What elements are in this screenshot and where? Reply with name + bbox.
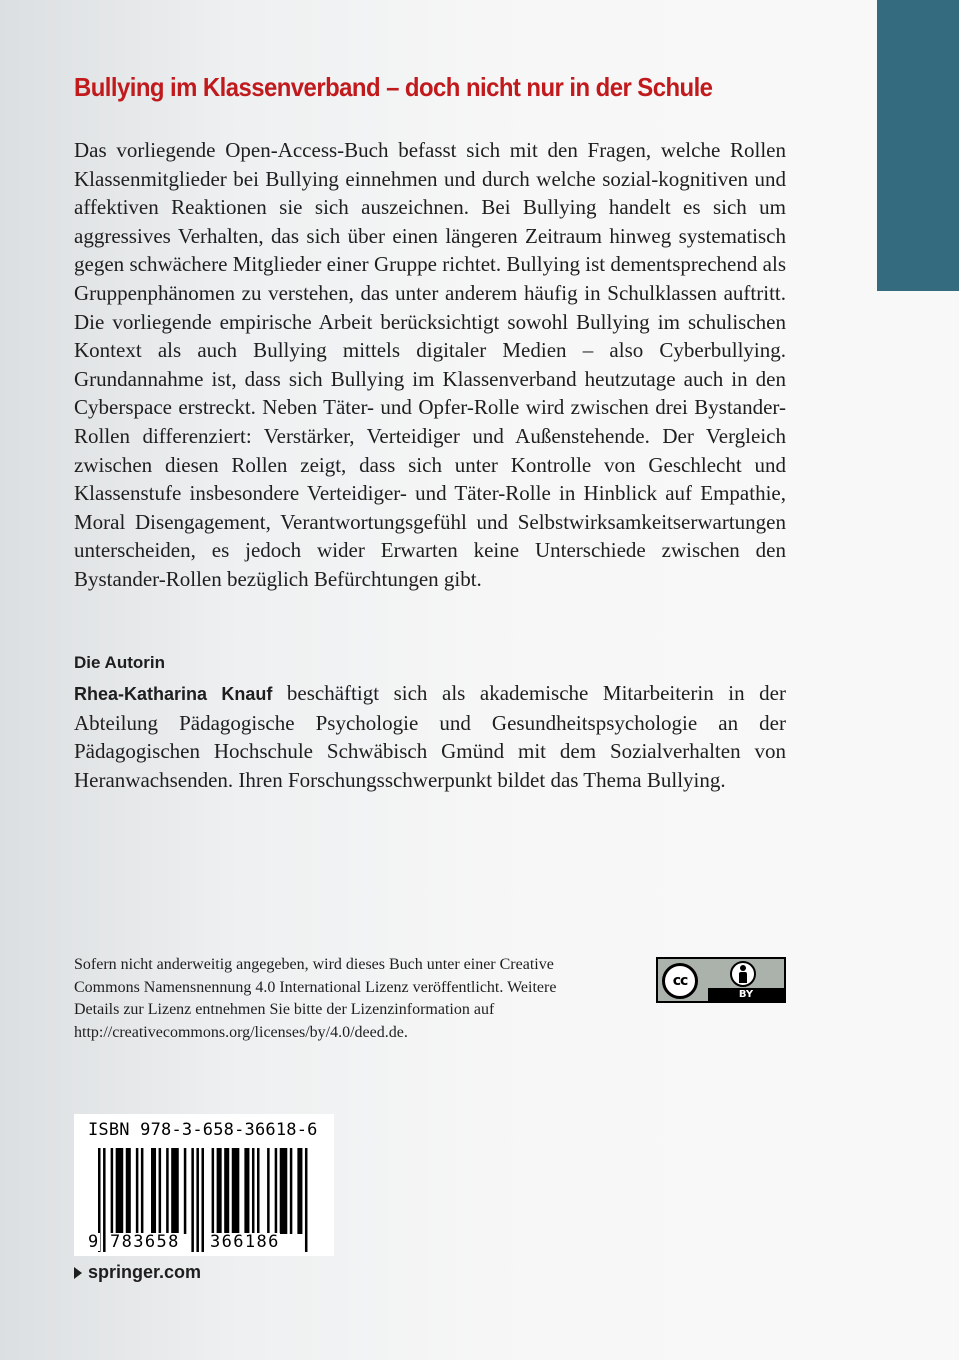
attribution-person-icon bbox=[730, 961, 756, 987]
author-bio-text: beschäftigt sich als akademische Mitarbeiterin in der Abteilung Pädagogische Psychologie und Gesundheitspsychologie an der Pädagogischen Hochschule Schwäbisch Gmünd mit dem Sozialverhalten von Heranwachsenden. Ihren Forschungsschwerpunkt bildet das Thema Bullying. bbox=[74, 681, 786, 792]
barcode-digit-first: 9 bbox=[88, 1232, 100, 1252]
barcode-bar bbox=[191, 1148, 194, 1252]
isbn-barcode-box bbox=[74, 1114, 334, 1256]
barcode-bar bbox=[290, 1148, 293, 1234]
barcode-bar bbox=[201, 1148, 204, 1252]
barcode-bar bbox=[267, 1148, 270, 1234]
arrow-right-icon bbox=[74, 1267, 82, 1279]
barcode-bar bbox=[232, 1148, 240, 1234]
author-heading: Die Autorin bbox=[74, 653, 165, 672]
barcode-bar bbox=[257, 1148, 260, 1234]
isbn-label: ISBN 978-3-658-36618-6 bbox=[88, 1120, 318, 1140]
book-title: Bullying im Klassenverband – doch nicht nur in der Schule bbox=[74, 72, 713, 102]
by-strip bbox=[708, 988, 784, 1001]
barcode-bar bbox=[103, 1148, 106, 1252]
barcode-digits-right: 366186 bbox=[210, 1232, 280, 1252]
barcode-bar bbox=[252, 1148, 255, 1234]
barcode-bar bbox=[98, 1148, 101, 1252]
barcode-bar bbox=[184, 1148, 187, 1234]
by-label: BY bbox=[738, 989, 754, 1000]
barcode-bar bbox=[116, 1148, 124, 1234]
teal-accent-bar bbox=[877, 0, 959, 291]
barcode-bar bbox=[297, 1148, 302, 1234]
abstract-text: Das vorliegende Open-Access-Buch befasst sich mit den Fragen, welche Rollen Klassenmitglieder bei Bullying einnehmen und durch welche sozial-kognitiven und affektiven Reaktionen sie sich auszeichnen. Bei Bullying handelt es sich um aggressives Verhalten, das sich über einen längeren Zeitraum hinweg systematisch gegen schwächere Mitglieder einer Gruppe richtet. Bullying ist dementsprechend als Gruppenphänomen zu verstehen, das unter anderem häufig in Schulklassen auftritt. Die vorliegende empirische Arbeit berücksichtigt sowohl Bullying im schulischen Kontext als auch Bullying mittels digitaler Medien – also Cyberbullying. Grundannahme ist, dass sich Bullying im Klassenverband heutzutage auch in den Cyberspace erstreckt. Neben Täter- und Opfer-Rolle wird zwischen drei Bystander-Rollen differenziert: Verstärker, Verteidiger und Außenstehende. Der Vergleich zwischen diesen Rollen zeigt, dass sich unter Kontrolle von Geschlecht und Klassenstufe insbesondere Verteidiger- und Täter-Rolle in Hinblick auf Empathie, Moral Disengagement, Verantwortungsgefühl und Selbstwirksamkeitserwartungen unterscheiden, es jedoch wider Erwarten keine Unterschiede zwischen den Bystander-Rollen bezüglich Befürchtungen gibt. bbox=[74, 138, 786, 591]
barcode-bar bbox=[166, 1148, 169, 1234]
barcode-bar bbox=[275, 1148, 278, 1234]
author-name: Rhea-Katharina Knauf bbox=[74, 684, 273, 704]
cc-icon bbox=[662, 963, 698, 999]
barcode-bar bbox=[159, 1148, 162, 1234]
barcode-bar bbox=[217, 1148, 222, 1234]
cc-icon-label: cc bbox=[672, 973, 688, 989]
barcode-bar bbox=[111, 1148, 114, 1234]
barcode-bar bbox=[244, 1148, 249, 1234]
barcode bbox=[98, 1148, 310, 1252]
barcode-bar bbox=[305, 1148, 308, 1252]
barcode-bar bbox=[212, 1148, 215, 1234]
barcode-bar bbox=[171, 1148, 179, 1234]
barcode-bar bbox=[151, 1148, 156, 1234]
barcode-bar bbox=[136, 1148, 139, 1234]
author-bio bbox=[74, 679, 786, 794]
person-body bbox=[739, 972, 747, 983]
barcode-bar bbox=[224, 1148, 229, 1234]
license-text: Sofern nicht anderweitig angegeben, wird dieses Buch unter einer Creative Commons Namensnennung 4.0 International Lizenz veröffentlicht. Weitere Details zur Lizenz entnehmen Sie bitte der Lizenzinformation auf http://creativecommons.org/licenses/by/4.0/deed.de. bbox=[74, 956, 557, 1041]
publisher-link[interactable] bbox=[74, 1262, 201, 1283]
barcode-bar bbox=[126, 1148, 131, 1234]
cc-by-license-badge[interactable] bbox=[656, 957, 786, 1003]
barcode-bar bbox=[280, 1148, 288, 1234]
barcode-bar bbox=[196, 1148, 199, 1252]
barcode-bar bbox=[141, 1148, 144, 1234]
person-head bbox=[740, 965, 746, 971]
barcode-digits-left: 783658 bbox=[110, 1232, 180, 1252]
publisher-url: springer.com bbox=[88, 1262, 202, 1282]
